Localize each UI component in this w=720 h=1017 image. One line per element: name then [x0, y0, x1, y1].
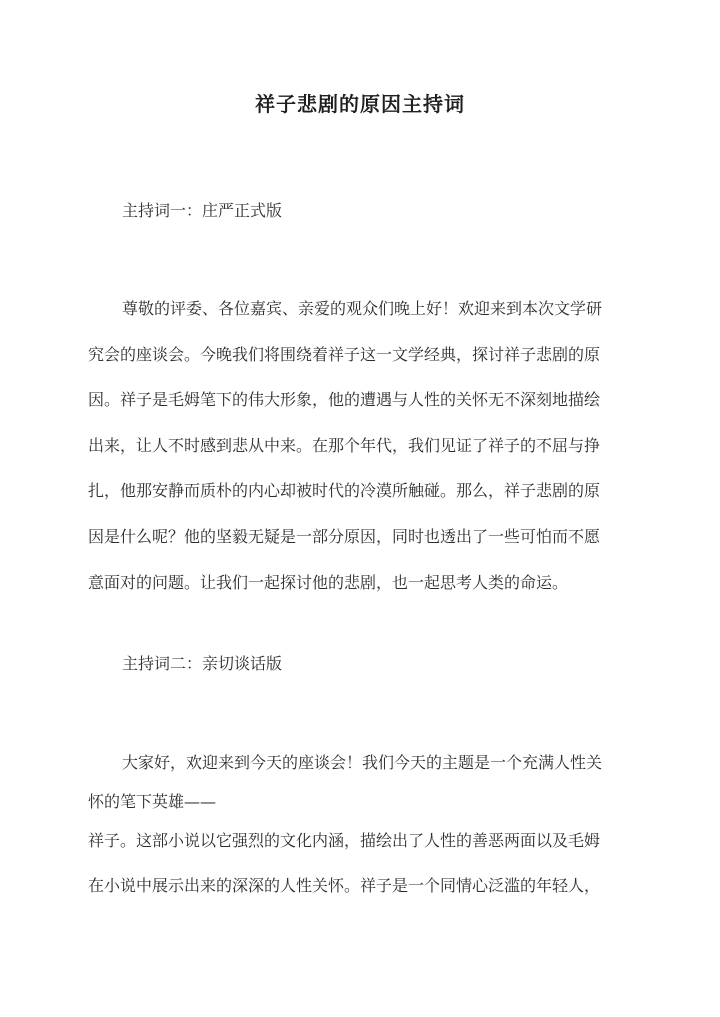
paragraph-line: 因。祥子是毛姆笔下的伟大形象，他的遭遇与人性的关怀无不深刻地描绘 [88, 390, 601, 410]
paragraph-line: 尊敬的评委、各位嘉宾、亲爱的观众们晚上好！欢迎来到本次文学研 [122, 299, 603, 318]
paragraph-line: 因是什么呢？他的坚毅无疑是一部分原因，同时也透出了一些可怕而不愿 [88, 526, 601, 546]
section-heading-2: 主持词二：亲切谈话版 [122, 654, 283, 673]
section-paragraph-2 [88, 740, 638, 909]
section-paragraph-1 [88, 286, 638, 605]
paragraph-line: 大家好，欢迎来到今天的座谈会！我们今天的主题是一个充满人性关 [122, 753, 603, 772]
section-heading-1: 主持词一：庄严正式版 [122, 201, 283, 220]
paragraph-line: 出来，让人不时感到悲从中来。在那个年代，我们见证了祥子的不屈与挣 [88, 435, 601, 455]
paragraph-line: 怀的笔下英雄—— [88, 791, 217, 811]
paragraph-line: 意面对的问题。让我们一起探讨他的悲剧，也一起思考人类的命运。 [88, 572, 569, 592]
paragraph-line: 祥子。这部小说以它强烈的文化内涵，描绘出了人性的善恶两面以及毛姆 [88, 830, 601, 850]
paragraph-line: 在小说中展示出来的深深的人性关怀。祥子是一个同情心泛滥的年轻人， [88, 876, 601, 896]
paragraph-line: 扎，他那安静而质朴的内心却被时代的冷漠所触碰。那么，祥子悲剧的原 [88, 481, 601, 501]
paragraph-line: 究会的座谈会。今晚我们将围绕着祥子这一文学经典，探讨祥子悲剧的原 [88, 344, 601, 364]
document-title: 祥子悲剧的原因主持词 [255, 92, 465, 116]
